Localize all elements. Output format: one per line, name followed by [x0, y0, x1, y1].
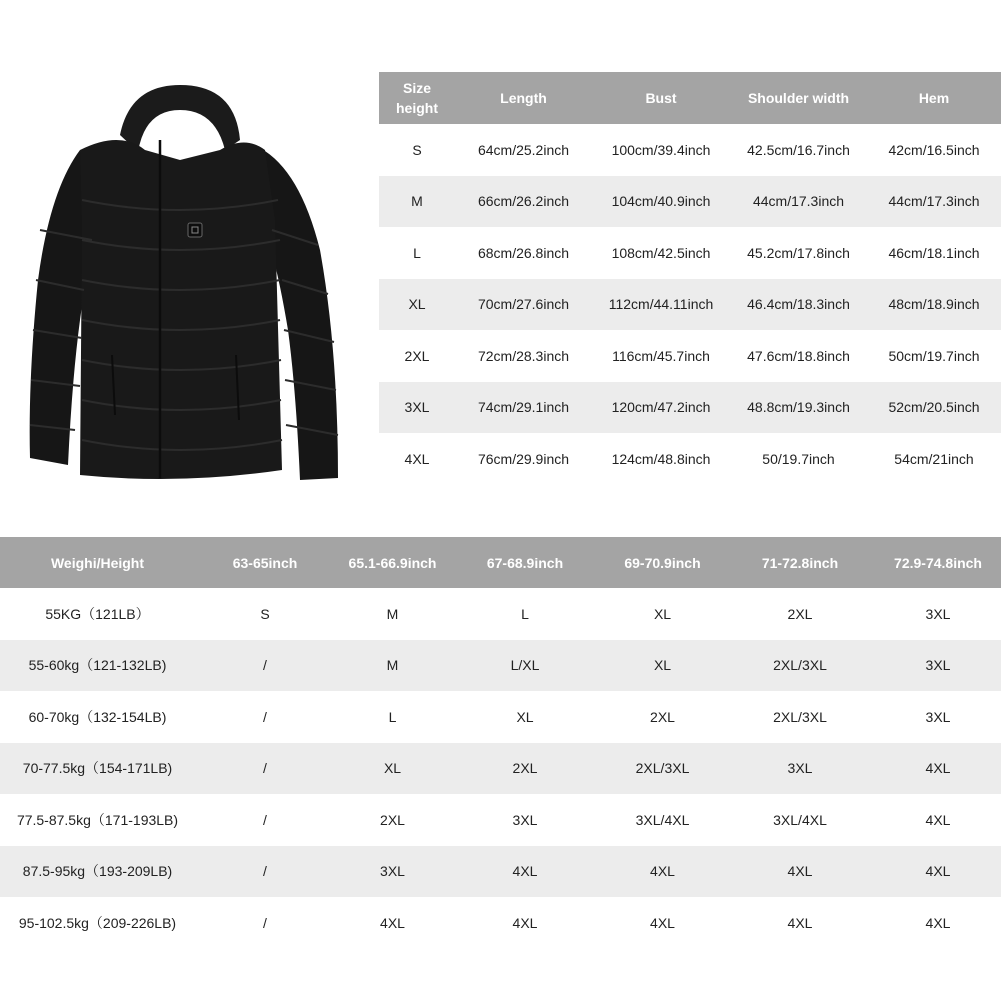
column-header: 65.1-66.9inch [335, 537, 450, 588]
table-cell: 50/19.7inch [730, 433, 867, 485]
row-label: XL [379, 279, 455, 331]
table-cell: 4XL [725, 897, 875, 949]
column-header: Bust [592, 72, 730, 124]
table-cell: 116cm/45.7inch [592, 330, 730, 382]
row-label: 3XL [379, 382, 455, 434]
row-label: 55-60kg（121-132LB) [0, 640, 195, 692]
table-cell: 42cm/16.5inch [867, 124, 1001, 176]
table-cell: 47.6cm/18.8inch [730, 330, 867, 382]
size-chart-table [379, 72, 1001, 485]
table-cell: 2XL [725, 588, 875, 640]
table-cell: 4XL [875, 743, 1001, 795]
column-header: 71-72.8inch [725, 537, 875, 588]
table-cell: 4XL [600, 897, 725, 949]
table-cell: 3XL/4XL [600, 794, 725, 846]
table-cell: 4XL [875, 846, 1001, 898]
column-header: Length [455, 72, 592, 124]
table-cell: 48cm/18.9inch [867, 279, 1001, 331]
table-cell: / [195, 897, 335, 949]
column-header: Size height [379, 72, 455, 124]
table-cell: 112cm/44.11inch [592, 279, 730, 331]
table-cell: 2XL/3XL [725, 640, 875, 692]
column-header: 67-68.9inch [450, 537, 600, 588]
table-cell: 2XL/3XL [600, 743, 725, 795]
table-cell: M [335, 588, 450, 640]
row-label: 70-77.5kg（154-171LB) [0, 743, 195, 795]
row-label: S [379, 124, 455, 176]
table-cell: 54cm/21inch [867, 433, 1001, 485]
row-label: 2XL [379, 330, 455, 382]
table-cell: / [195, 743, 335, 795]
table-cell: 4XL [600, 846, 725, 898]
table-cell: 3XL [450, 794, 600, 846]
table-cell: L [335, 691, 450, 743]
column-header: Hem [867, 72, 1001, 124]
row-label: 4XL [379, 433, 455, 485]
table-cell: 50cm/19.7inch [867, 330, 1001, 382]
row-label: M [379, 176, 455, 228]
table-cell: / [195, 794, 335, 846]
table-cell: 108cm/42.5inch [592, 227, 730, 279]
row-label: 87.5-95kg（193-209LB) [0, 846, 195, 898]
row-label: 77.5-87.5kg（171-193LB) [0, 794, 195, 846]
table-cell: 3XL [875, 691, 1001, 743]
table-cell: M [335, 640, 450, 692]
table-cell: XL [600, 588, 725, 640]
table-cell: XL [450, 691, 600, 743]
column-header: Weighi/Height [0, 537, 195, 588]
row-label: 60-70kg（132-154LB) [0, 691, 195, 743]
table-cell: XL [335, 743, 450, 795]
weight-height-table [0, 537, 1001, 949]
table-cell: 46cm/18.1inch [867, 227, 1001, 279]
table-cell: 48.8cm/19.3inch [730, 382, 867, 434]
table-cell: 64cm/25.2inch [455, 124, 592, 176]
table-cell: / [195, 846, 335, 898]
table-cell: 52cm/20.5inch [867, 382, 1001, 434]
column-header: Shoulder width [730, 72, 867, 124]
table-cell: 2XL [335, 794, 450, 846]
table-cell: 44cm/17.3inch [730, 176, 867, 228]
table-cell: 104cm/40.9inch [592, 176, 730, 228]
table-cell: 3XL [875, 588, 1001, 640]
table-cell: 42.5cm/16.7inch [730, 124, 867, 176]
table-cell: 2XL [450, 743, 600, 795]
row-label: 55KG（121LB） [0, 588, 195, 640]
row-label: 95-102.5kg（209-226LB) [0, 897, 195, 949]
table-cell: 2XL [600, 691, 725, 743]
table-cell: 44cm/17.3inch [867, 176, 1001, 228]
table-cell: 66cm/26.2inch [455, 176, 592, 228]
table-cell: 74cm/29.1inch [455, 382, 592, 434]
table-cell: 4XL [335, 897, 450, 949]
table-cell: 3XL [725, 743, 875, 795]
table-cell: L/XL [450, 640, 600, 692]
table-cell: 4XL [875, 794, 1001, 846]
table-cell: L [450, 588, 600, 640]
table-cell: 70cm/27.6inch [455, 279, 592, 331]
column-header: 69-70.9inch [600, 537, 725, 588]
column-header: 63-65inch [195, 537, 335, 588]
table-cell: 3XL [875, 640, 1001, 692]
heated-jacket-image [20, 80, 350, 490]
table-cell: 4XL [450, 846, 600, 898]
table-cell: 45.2cm/17.8inch [730, 227, 867, 279]
table-cell: / [195, 691, 335, 743]
table-cell: 72cm/28.3inch [455, 330, 592, 382]
table-cell: 4XL [450, 897, 600, 949]
table-cell: 120cm/47.2inch [592, 382, 730, 434]
table-cell: 4XL [725, 846, 875, 898]
table-cell: 3XL/4XL [725, 794, 875, 846]
table-cell: 4XL [875, 897, 1001, 949]
table-cell: 68cm/26.8inch [455, 227, 592, 279]
table-cell: S [195, 588, 335, 640]
table-cell: / [195, 640, 335, 692]
column-header: 72.9-74.8inch [875, 537, 1001, 588]
row-label: L [379, 227, 455, 279]
table-cell: 100cm/39.4inch [592, 124, 730, 176]
table-cell: XL [600, 640, 725, 692]
table-cell: 2XL/3XL [725, 691, 875, 743]
table-cell: 46.4cm/18.3inch [730, 279, 867, 331]
table-cell: 124cm/48.8inch [592, 433, 730, 485]
table-cell: 3XL [335, 846, 450, 898]
table-cell: 76cm/29.9inch [455, 433, 592, 485]
